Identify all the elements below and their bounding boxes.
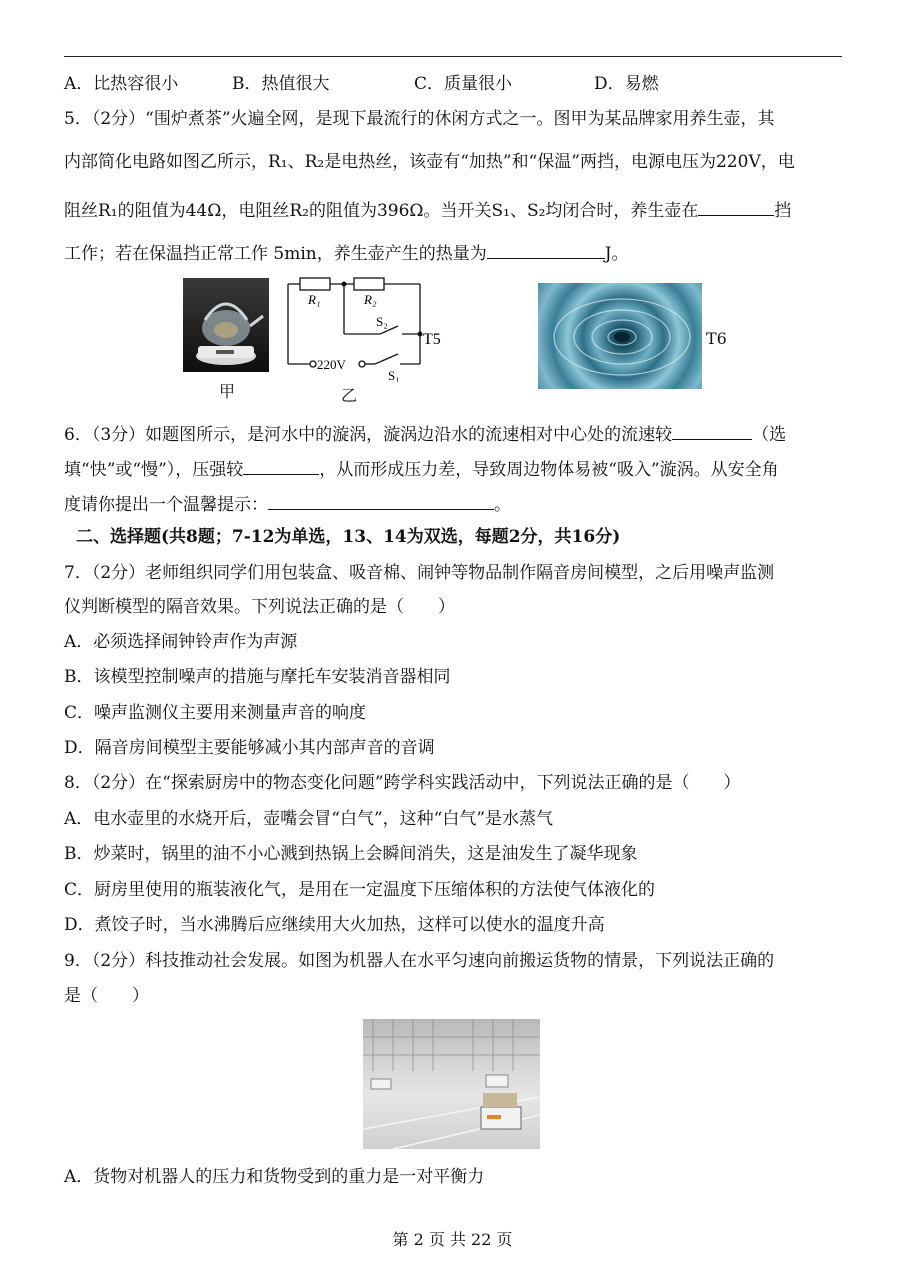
q6-blank-3 — [268, 491, 494, 510]
page-footer: 第 2 页 共 22 页 — [392, 1230, 513, 1249]
label-r2: R₂ — [364, 292, 377, 307]
q5-line-1: 5．（2分）“围炉煮茶”火遍全网，是现下最流行的休闲方式之一。图甲为某品牌家用养生壶，其 — [64, 109, 775, 129]
label-t6-caption: T6 — [706, 329, 727, 348]
q6-line-1-text: 6．（3分）如题图所示，是河水中的漩涡，漩涡边沿水的流速相对中心处的流速较 — [64, 425, 673, 445]
q4-option-d: D．易燃 — [594, 74, 659, 94]
q9-line-2: 是（ ） — [64, 986, 149, 1006]
q4-option-a: A．比热容很小 — [64, 74, 179, 94]
circuit-diagram — [280, 272, 455, 382]
q8-option-c: C．厨房里使用的瓶装液化气，是用在一定温度下压缩体积的方法使气体液化的 — [64, 880, 656, 900]
q5-line-2: 内部简化电路如图乙所示，R₁、R₂是电热丝，该壶有“加热”和“保温”两挡，电源电压为220V，电 — [64, 152, 795, 172]
whirlpool-illustration — [538, 283, 702, 389]
label-s1: S₁ — [388, 368, 400, 382]
q5-line-3-text: 阻丝R₁的阻值为44Ω，电阻丝R₂的阻值为396Ω。当开关S₁、S₂均闭合时，养生壶在 — [64, 201, 699, 221]
label-voltage: 220V — [317, 357, 346, 372]
label-s2: S₂ — [376, 314, 388, 329]
q7-option-d: D．隔音房间模型主要能够减小其内部声音的音调 — [64, 738, 435, 758]
section-2-heading: 二、选择题(共8题；7-12为单选，13、14为双选，每题2分，共16分) — [76, 527, 621, 547]
q5-line-3 — [64, 197, 844, 222]
teapot-illustration — [183, 278, 269, 372]
q7-line-1: 7．（2分）老师组织同学们用包装盒、吸音棉、闹钟等物品制作隔音房间模型，之后用噪声监测 — [64, 563, 775, 583]
q5-line-4-end: J。 — [604, 244, 629, 264]
q6-line-2 — [64, 456, 844, 481]
q8-option-a: A．电水壶里的水烧开后，壶嘴会冒“白气”，这种“白气”是水蒸气 — [64, 809, 554, 829]
q6-line-2-end: ，从而形成压力差，导致周边物体易被“吸入”漩涡。从安全角 — [319, 460, 779, 480]
q4-option-c: C．质量很小 — [414, 74, 513, 94]
teapot-photo — [183, 278, 269, 372]
q5-blank-1 — [698, 197, 774, 216]
q5-line-4 — [64, 240, 844, 265]
q7-line-2: 仪判断模型的隔音效果。下列说法正确的是（ ） — [64, 597, 455, 617]
label-t5: T5 — [423, 331, 441, 348]
q6-line-3-end: 。 — [494, 495, 511, 515]
whirlpool-photo — [538, 283, 702, 389]
q5-blank-2 — [487, 240, 605, 259]
warehouse-illustration — [363, 1019, 540, 1149]
label-r1: R₁ — [308, 292, 321, 307]
q6-line-3 — [64, 491, 844, 516]
q9-option-a: A．货物对机器人的压力和货物受到的重力是一对平衡力 — [64, 1167, 485, 1187]
q4-options — [64, 73, 844, 95]
q6-blank-1 — [672, 421, 752, 440]
q7-option-a: A．必须选择闹钟铃声作为声源 — [64, 632, 298, 652]
q6-line-2-text: 填“快”或“慢”），压强较 — [64, 460, 244, 480]
q7-option-b: B．该模型控制噪声的措施与摩托车安装消音器相同 — [64, 667, 451, 687]
q8-option-d: D．煮饺子时，当水沸腾后应继续用大火加热，这样可以使水的温度升高 — [64, 915, 605, 935]
caption-jia: 甲 — [219, 382, 236, 401]
q5-line-4-text: 工作；若在保温挡正常工作 5min，养生壶产生的热量为 — [64, 244, 487, 264]
q6-line-1-end: （选 — [752, 425, 787, 445]
q9-line-1: 9．（2分）科技推动社会发展。如图为机器人在水平匀速向前搬运货物的情景，下列说法正确的 — [64, 951, 775, 971]
q5-line-3-end: 挡 — [774, 201, 792, 221]
q4-option-b: B．热值很大 — [232, 74, 330, 94]
q8-option-b: B．炒菜时，锅里的油不小心溅到热锅上会瞬间消失，这是油发生了凝华现象 — [64, 844, 638, 864]
caption-yi: 乙 — [341, 386, 358, 405]
top-rule — [64, 56, 842, 57]
warehouse-robot-photo — [363, 1019, 540, 1149]
q6-line-3-text: 度请你提出一个温馨提示： — [64, 495, 268, 515]
q6-blank-2 — [243, 456, 319, 475]
q6-line-1 — [64, 421, 844, 446]
q8-line-1: 8．（2分）在“探索厨房中的物态变化问题”跨学科实践活动中，下列说法正确的是（ ） — [64, 773, 741, 793]
q7-option-c: C．噪声监测仪主要用来测量声音的响度 — [64, 703, 367, 723]
